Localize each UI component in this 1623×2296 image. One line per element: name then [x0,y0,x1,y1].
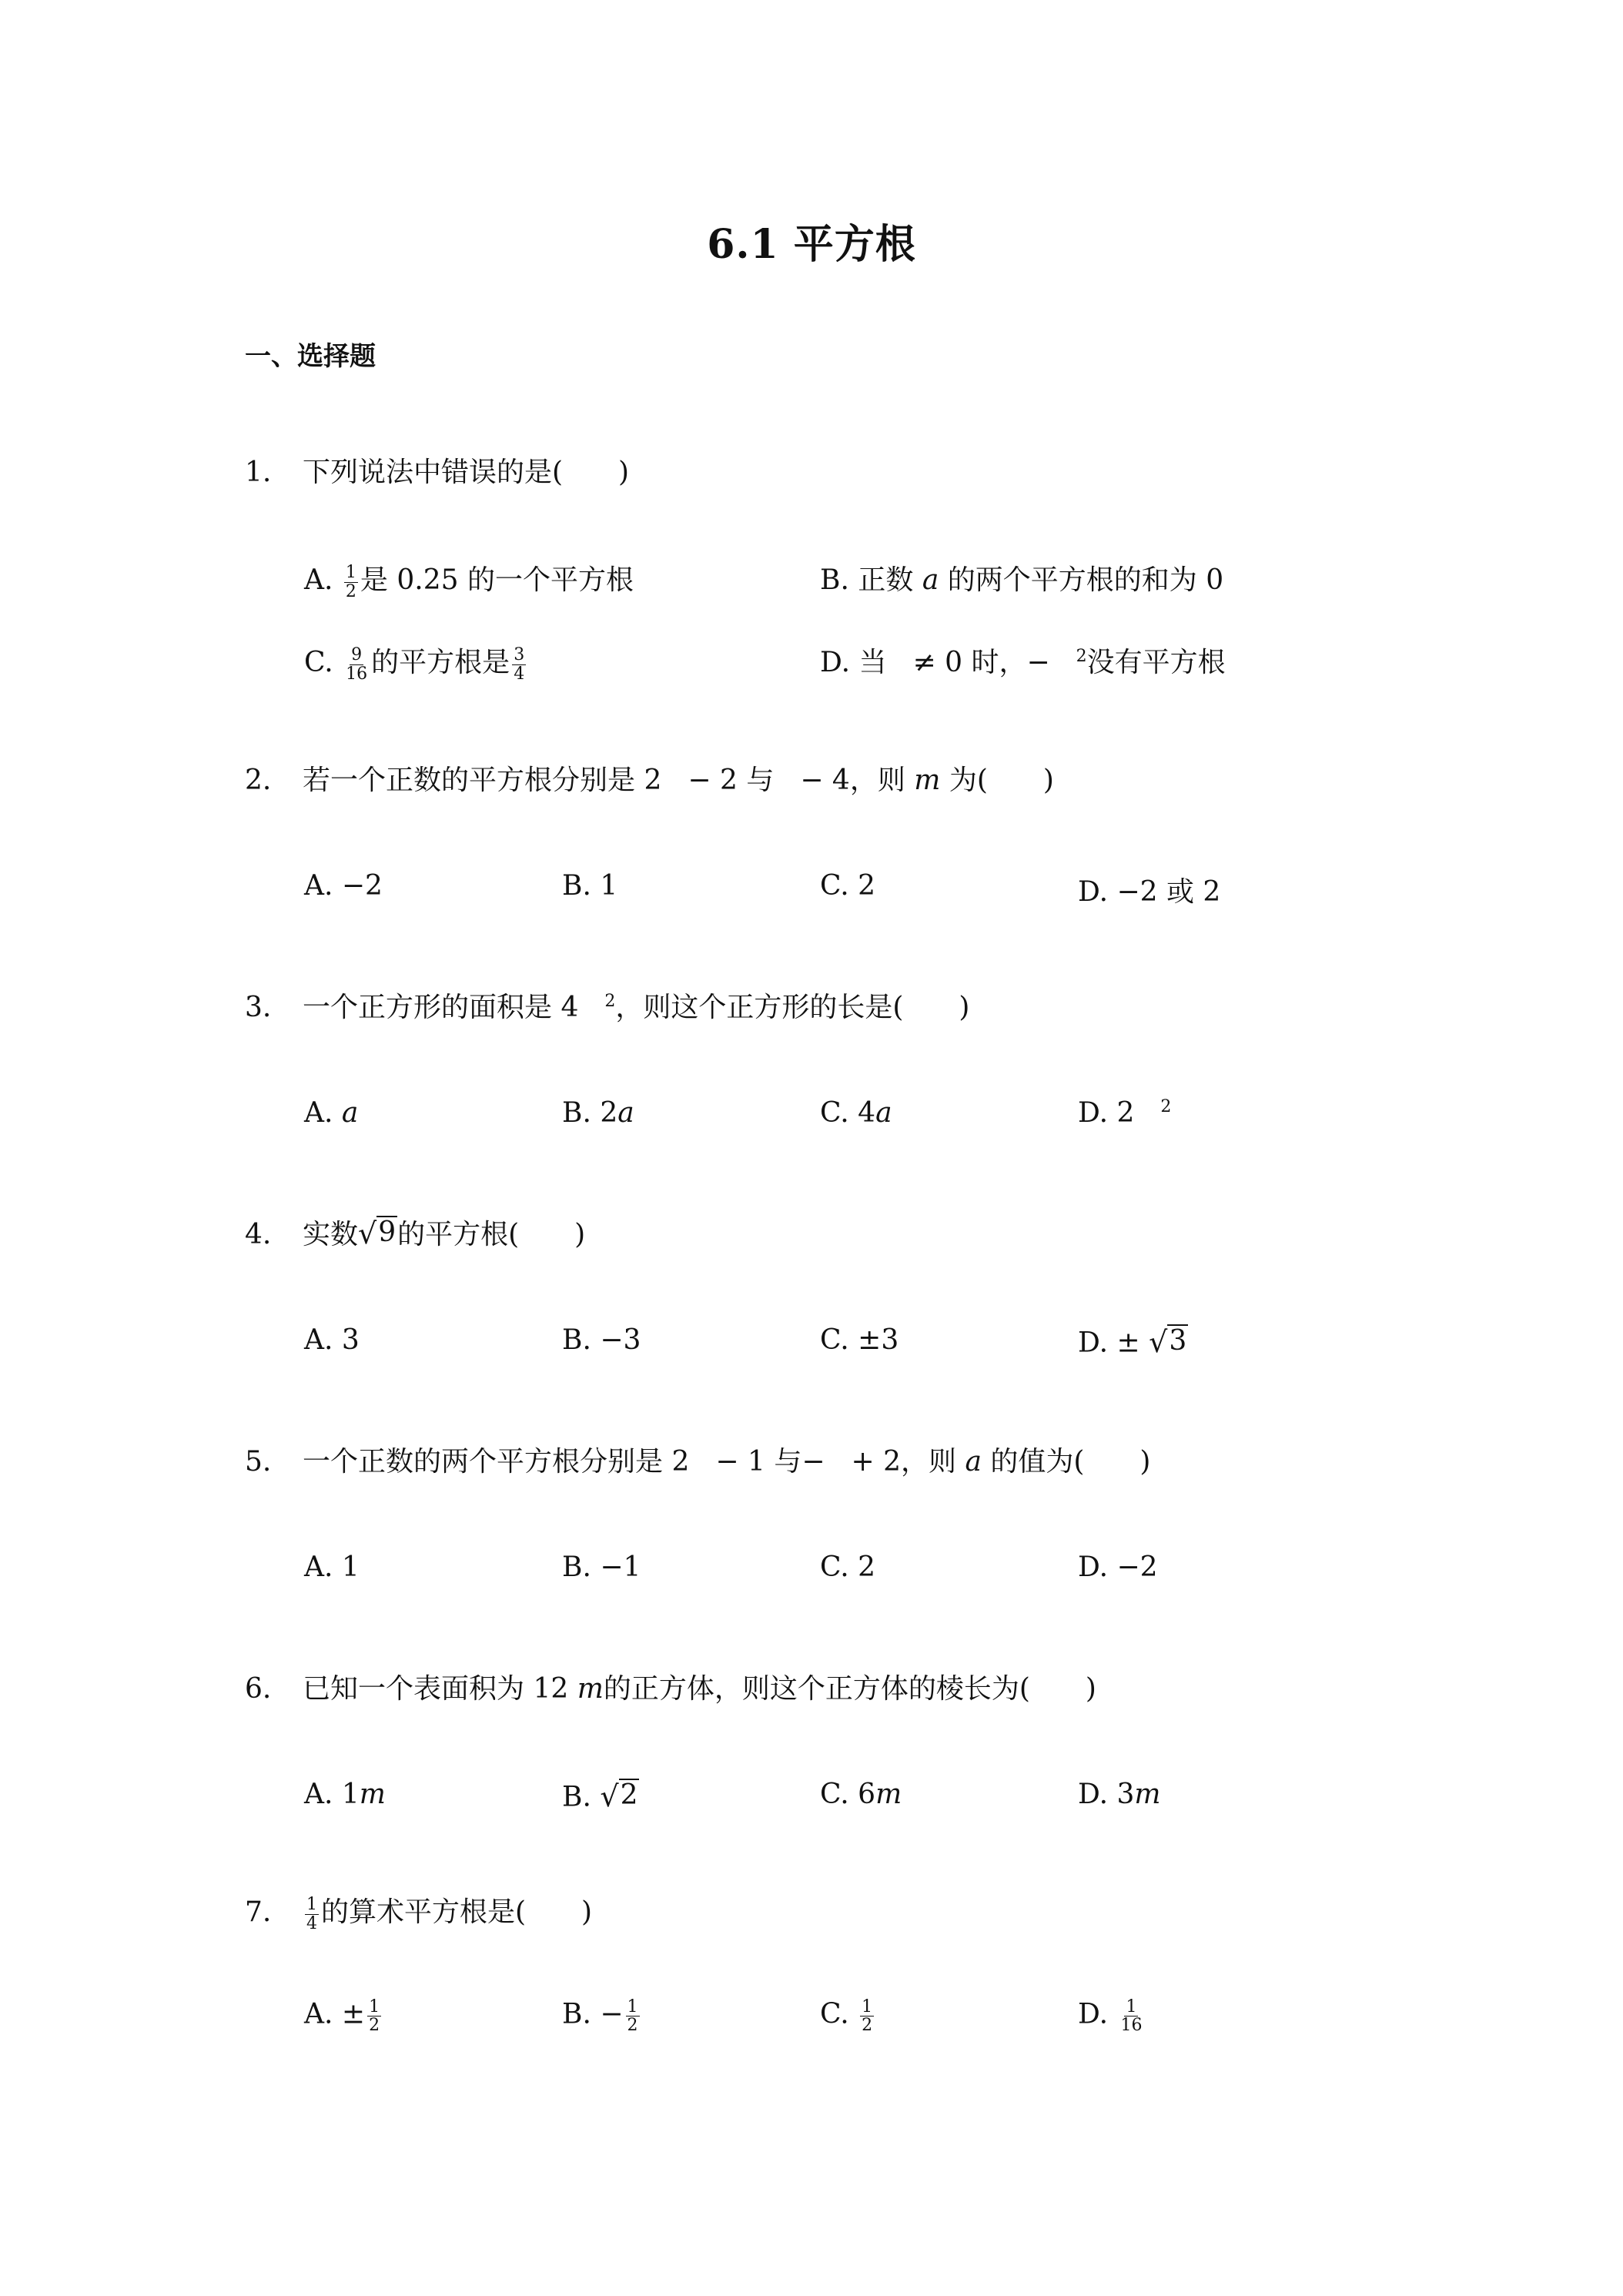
question-number: 2. [245,765,272,796]
option-1b: B. 正数 a 的两个平方根的和为 0 [820,564,1224,596]
option-1a: A. $\frac{1}{2}$ 是 0.25 的一个平方根 [304,563,634,601]
question-number: 7. [245,1896,272,1928]
question-2: 2. 若一个正数的平方根分别是 2 − 2 与 − 4，则 m 为( ) [245,765,1054,796]
square-root: √ 2 [600,1779,638,1813]
question-7: 7. $\frac{1}{4}$ 的算术平方根是( ) [245,1895,593,1933]
question-3: 3. 一个正方形的面积是 4 $^2$，则这个正方形的长是( ) [245,992,970,1023]
option-3c: C. 4a [820,1097,892,1129]
question-number: 3. [245,992,272,1023]
option-1c: C. $\frac{9}{16}$ 的平方根是 $\frac{3}{4}$ [304,645,525,684]
option-3d: D. 2 $^2$ [1078,1097,1172,1129]
fraction: $\frac{1}{2}$ [627,1997,638,2036]
option-2c: C. 2 [820,870,876,902]
option-4d: D. ± √ 3 [1078,1324,1187,1359]
fraction: $\frac{1}{16}$ [1120,1997,1143,2036]
question-number: 6. [245,1673,272,1705]
section-heading: 一、选择题 [245,341,376,372]
fraction: $\frac{3}{4}$ [514,645,525,684]
question-number: 4. [245,1219,272,1250]
option-5b: B. −1 [562,1551,641,1583]
option-7b: B. − $\frac{1}{2}$ [562,1997,638,2036]
option-7d: D. $\frac{1}{16}$ [1078,1997,1143,2036]
square-root: √ 3 [1149,1324,1187,1359]
fraction: $\frac{1}{4}$ [306,1895,317,1933]
option-7a: A. ± $\frac{1}{2}$ [304,1997,380,2036]
option-4b: B. −3 [562,1324,641,1356]
option-2d: D. −2 或 2 [1078,876,1221,908]
option-5c: C. 2 [820,1551,876,1583]
option-5a: A. 1 [304,1551,360,1583]
option-7c: C. $\frac{1}{2}$ [820,1997,873,2036]
fraction: $\frac{1}{2}$ [862,1997,873,2036]
question-stem: 下列说法中错误的是( ) [303,457,630,488]
option-5d: D. −2 [1078,1551,1158,1583]
question-5: 5. 一个正数的两个平方根分别是 2 − 1 与− + 2，则 a 的值为( ) [245,1446,1151,1478]
option-4c: C. ±3 [820,1324,899,1356]
fraction: $\frac{9}{16}$ [346,645,368,684]
question-6: 6. 已知一个表面积为 12 m的正方体，则这个正方体的棱长为( ) [245,1673,1096,1705]
option-6a: A. 1m [304,1779,386,1810]
option-4a: A. 3 [304,1324,360,1356]
question-number: 5. [245,1446,272,1478]
question-number: 1. [245,457,272,488]
option-2b: B. 1 [562,870,618,902]
square-root: √ 9 [358,1217,397,1250]
option-2a: A. −2 [304,870,383,902]
option-1d: D. 当 ≠ 0 时，− $^2$没有平方根 [820,647,1226,678]
option-6c: C. 6m [820,1779,902,1810]
page-title: 6.1 平方根 [707,221,916,268]
option-6b: B. √ 2 [562,1779,638,1813]
question-4: 4. 实数 √ 9 的平方根( ) [245,1217,586,1250]
question-1 [245,450,629,490]
option-3a: A. a [304,1097,359,1129]
fraction: $\frac{1}{2}$ [369,1997,380,2036]
option-6d: D. 3m [1078,1779,1161,1810]
fraction: $\frac{1}{2}$ [345,563,356,601]
option-3b: B. 2a [562,1097,634,1129]
